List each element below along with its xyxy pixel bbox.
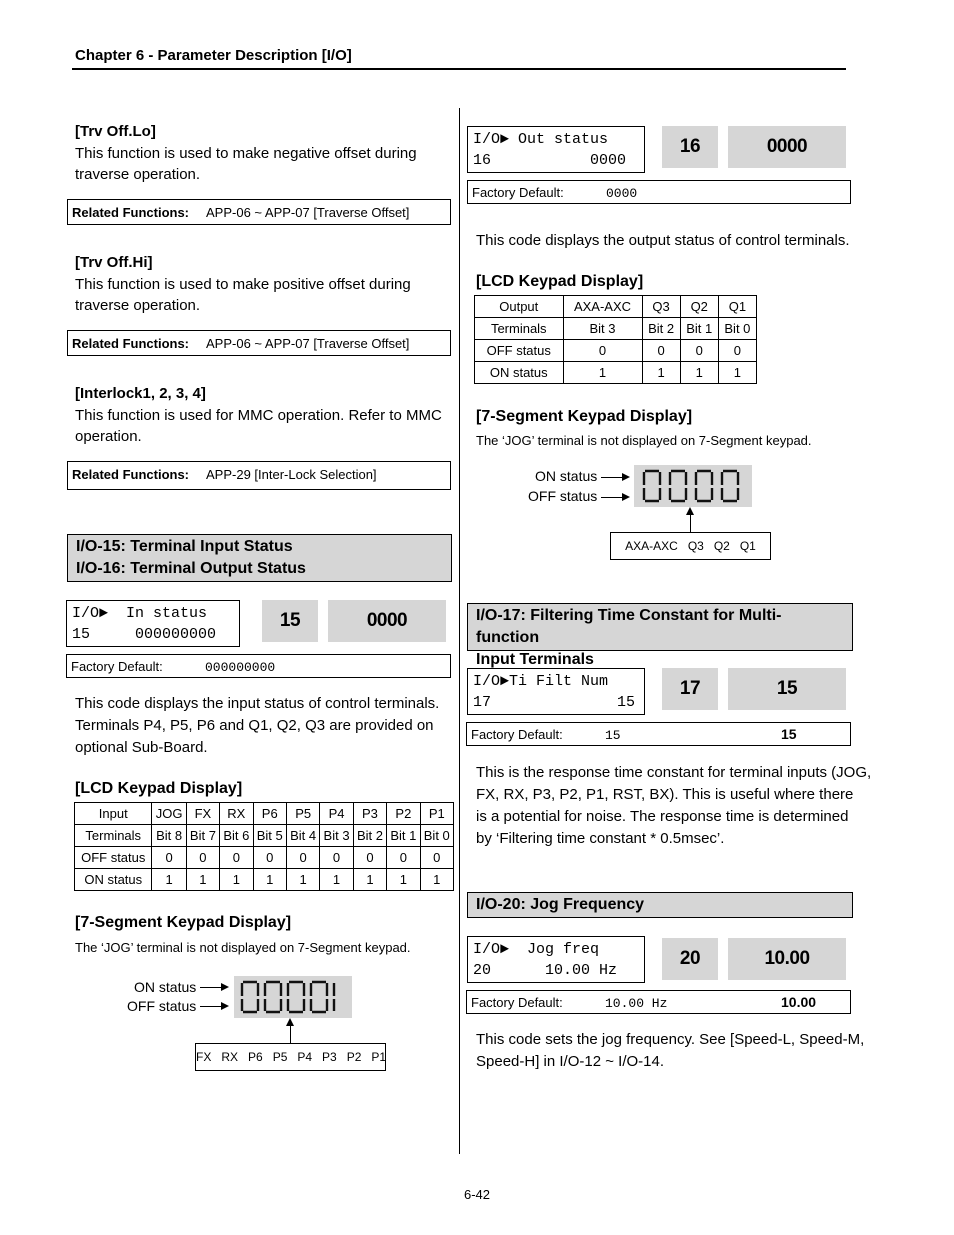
arrow-right-icon bbox=[622, 473, 630, 481]
trv-off-lo-desc-1: This function is used to make negative offset during bbox=[75, 145, 417, 162]
table-row bbox=[75, 869, 454, 891]
factory-default-label: Factory Default: bbox=[71, 659, 163, 674]
table-cell: Output bbox=[475, 296, 564, 318]
related-label: Related Functions: bbox=[72, 336, 190, 351]
table-cell: 1 bbox=[320, 869, 353, 891]
table-cell: FX bbox=[186, 803, 219, 825]
table-row bbox=[475, 362, 757, 384]
factory-default-seg-value: 10.00 bbox=[781, 994, 817, 1010]
related-functions-box bbox=[67, 199, 451, 225]
arrow-right-icon bbox=[622, 493, 630, 501]
factory-default-value: 0000 bbox=[606, 186, 638, 201]
table-cell: Terminals bbox=[75, 825, 152, 847]
section-line-1: I/O-15: Terminal Input Status bbox=[76, 538, 293, 555]
related-value: APP-06 ~ APP-07 [Traverse Offset] bbox=[206, 336, 410, 351]
output-terminal-table bbox=[474, 295, 757, 384]
table-cell: ON status bbox=[75, 869, 152, 891]
table-cell: Bit 2 bbox=[353, 825, 386, 847]
table-cell: OFF status bbox=[475, 340, 564, 362]
factory-default-seg-value: 15 bbox=[781, 726, 797, 742]
related-functions-box bbox=[67, 330, 451, 356]
lcd-keypad-display-title: [LCD Keypad Display] bbox=[75, 780, 243, 797]
table-cell: 1 bbox=[186, 869, 219, 891]
seg-code-display: 15 bbox=[262, 600, 318, 642]
lcd-keypad-display-title: [LCD Keypad Display] bbox=[476, 273, 644, 290]
table-cell: Bit 0 bbox=[718, 318, 756, 340]
table-cell: 1 bbox=[220, 869, 253, 891]
table-cell: 0 bbox=[286, 847, 319, 869]
filt-desc-4: by ‘Filtering time constant * 0.5msec’. bbox=[476, 830, 725, 847]
table-cell: P1 bbox=[420, 803, 453, 825]
table-cell: 0 bbox=[642, 340, 680, 362]
table-cell: OFF status bbox=[75, 847, 152, 869]
factory-default-label: Factory Default: bbox=[472, 185, 564, 200]
table-cell: Terminals bbox=[475, 318, 564, 340]
input-terminals-label: FX RX P6 P5 P4 P3 P2 P1 bbox=[195, 1043, 386, 1071]
table-row bbox=[475, 318, 757, 340]
seg-code-display: 20 bbox=[662, 938, 718, 980]
table-cell: Bit 5 bbox=[253, 825, 286, 847]
table-cell: 0 bbox=[387, 847, 420, 869]
input-status-desc-3: optional Sub-Board. bbox=[75, 739, 208, 756]
trv-off-hi-title: [Trv Off.Hi] bbox=[75, 254, 153, 271]
seg-value-display: 0000 bbox=[328, 600, 446, 642]
table-cell: Input bbox=[75, 803, 152, 825]
arrow-line bbox=[200, 1006, 222, 1007]
off-status-label: OFF status bbox=[528, 488, 598, 504]
section-line-2: Input Terminals bbox=[476, 651, 594, 668]
table-cell: Bit 2 bbox=[642, 318, 680, 340]
factory-default-box bbox=[66, 654, 451, 678]
on-status-label: ON status bbox=[535, 468, 598, 484]
jog-desc-2: Speed-H] in I/O-12 ~ I/O-14. bbox=[476, 1053, 665, 1070]
interlock-desc-2: operation. bbox=[75, 428, 142, 445]
factory-default-label: Factory Default: bbox=[471, 995, 563, 1010]
lcd-line-1: I/O►Ti Filt Num bbox=[473, 673, 609, 690]
lcd-display bbox=[467, 126, 645, 173]
lcd-display bbox=[66, 600, 240, 647]
table-cell: Bit 7 bbox=[186, 825, 219, 847]
table-cell: 1 bbox=[563, 362, 642, 384]
arrow-right-icon bbox=[221, 1002, 229, 1010]
factory-default-value: 000000000 bbox=[205, 660, 276, 675]
table-cell: Bit 8 bbox=[152, 825, 186, 847]
table-cell: 1 bbox=[286, 869, 319, 891]
table-cell: P2 bbox=[387, 803, 420, 825]
table-cell: 1 bbox=[387, 869, 420, 891]
table-cell: AXA-AXC bbox=[563, 296, 642, 318]
arrow-right-icon bbox=[221, 983, 229, 991]
arrow-line bbox=[601, 497, 623, 498]
seg-keypad-note: The ‘JOG’ terminal is not displayed on 7-Segment keypad. bbox=[476, 433, 812, 448]
input-status-desc-2: Terminals P4, P5, P6 and Q1, Q2, Q3 are provided on bbox=[75, 717, 434, 734]
seg-code-display: 17 bbox=[662, 668, 718, 710]
filt-desc-1: This is the response time constant for terminal inputs (JOG, bbox=[476, 764, 872, 781]
lcd-line-1: I/O► In status bbox=[72, 605, 208, 622]
column-divider bbox=[459, 108, 460, 1154]
page-number: 6-42 bbox=[463, 1187, 491, 1202]
interlock-desc-1: This function is used for MMC operation. Refer to MMC bbox=[75, 407, 442, 424]
table-cell: Bit 4 bbox=[286, 825, 319, 847]
seven-segment-input-icon bbox=[234, 976, 352, 1018]
table-cell: RX bbox=[220, 803, 253, 825]
factory-default-value: 10.00 Hz bbox=[605, 996, 668, 1011]
lcd-line-1: I/O► Out status bbox=[473, 131, 609, 148]
input-status-desc-1: This code displays the input status of control terminals. bbox=[75, 695, 440, 712]
table-cell: 0 bbox=[563, 340, 642, 362]
table-cell: 0 bbox=[220, 847, 253, 869]
table-cell: P3 bbox=[353, 803, 386, 825]
interlock-title: [Interlock1, 2, 3, 4] bbox=[75, 385, 206, 402]
factory-default-value: 15 bbox=[605, 728, 621, 743]
table-cell: JOG bbox=[152, 803, 186, 825]
table-row bbox=[75, 825, 454, 847]
table-cell: 0 bbox=[680, 340, 718, 362]
table-cell: Bit 1 bbox=[387, 825, 420, 847]
related-value: APP-29 [Inter-Lock Selection] bbox=[206, 467, 377, 482]
table-cell: 1 bbox=[152, 869, 186, 891]
arrow-line bbox=[690, 514, 691, 532]
table-cell: Bit 3 bbox=[320, 825, 353, 847]
lcd-line-2: 17 15 bbox=[473, 694, 636, 711]
table-cell: 1 bbox=[642, 362, 680, 384]
filt-desc-2: FX, RX, P3, P2, P1, RST, BX). This is useful where there bbox=[476, 786, 854, 803]
section-line-2: I/O-16: Terminal Output Status bbox=[76, 560, 306, 577]
table-cell: 0 bbox=[718, 340, 756, 362]
table-cell: 0 bbox=[186, 847, 219, 869]
table-cell: 0 bbox=[353, 847, 386, 869]
output-status-desc: This code displays the output status of control terminals. bbox=[476, 232, 850, 249]
lcd-display bbox=[467, 668, 645, 715]
table-cell: 1 bbox=[680, 362, 718, 384]
header-rule bbox=[72, 68, 846, 70]
table-cell: Bit 3 bbox=[563, 318, 642, 340]
factory-default-label: Factory Default: bbox=[471, 727, 563, 742]
seg-keypad-display-title: [7-Segment Keypad Display] bbox=[75, 914, 292, 931]
table-cell: 1 bbox=[420, 869, 453, 891]
section-line-1: I/O-17: Filtering Time Constant for Multi-function bbox=[476, 607, 782, 646]
table-row bbox=[475, 340, 757, 362]
table-cell: Q2 bbox=[680, 296, 718, 318]
table-cell: 1 bbox=[253, 869, 286, 891]
arrow-line bbox=[601, 477, 623, 478]
lcd-line-1: I/O► Jog freq bbox=[473, 941, 600, 958]
seven-segment-output-icon bbox=[634, 465, 752, 507]
table-cell: Bit 6 bbox=[220, 825, 253, 847]
chapter-header: Chapter 6 - Parameter Description [I/O] bbox=[75, 47, 352, 64]
section-heading-io17 bbox=[467, 603, 853, 668]
trv-off-lo-desc-2: traverse operation. bbox=[75, 166, 201, 183]
seg-value-display: 0000 bbox=[728, 126, 846, 168]
factory-default-box bbox=[466, 722, 851, 746]
lcd-display bbox=[467, 936, 645, 983]
off-status-label: OFF status bbox=[127, 998, 197, 1014]
lcd-line-2: 20 10.00 Hz bbox=[473, 962, 618, 979]
table-cell: Bit 0 bbox=[420, 825, 453, 847]
table-cell: 0 bbox=[420, 847, 453, 869]
table-cell: 0 bbox=[253, 847, 286, 869]
seg-value-display: 15 bbox=[728, 668, 846, 710]
input-terminal-table bbox=[74, 802, 454, 891]
section-heading-io20: I/O-20: Jog Frequency bbox=[467, 892, 853, 918]
trv-off-lo-title: [Trv Off.Lo] bbox=[75, 123, 156, 140]
related-label: Related Functions: bbox=[72, 205, 190, 220]
jog-desc-1: This code sets the jog frequency. See [Speed-L, Speed-M, bbox=[476, 1031, 865, 1048]
table-cell: Q3 bbox=[642, 296, 680, 318]
table-cell: P5 bbox=[286, 803, 319, 825]
table-row bbox=[75, 847, 454, 869]
related-label: Related Functions: bbox=[72, 467, 190, 482]
table-cell: 0 bbox=[152, 847, 186, 869]
seg-code-display: 16 bbox=[662, 126, 718, 168]
lcd-line-2: 16 0000 bbox=[473, 152, 627, 169]
table-cell: 0 bbox=[320, 847, 353, 869]
lcd-line-2: 15 000000000 bbox=[72, 626, 217, 643]
seg-value-display: 10.00 bbox=[728, 938, 846, 980]
table-cell: 1 bbox=[353, 869, 386, 891]
related-functions-box bbox=[67, 461, 451, 490]
table-cell: P4 bbox=[320, 803, 353, 825]
factory-default-box bbox=[466, 990, 851, 1014]
table-cell: Q1 bbox=[718, 296, 756, 318]
table-cell: Bit 1 bbox=[680, 318, 718, 340]
trv-off-hi-desc-1: This function is used to make positive offset during bbox=[75, 276, 411, 293]
table-row bbox=[475, 296, 757, 318]
table-cell: 1 bbox=[718, 362, 756, 384]
on-status-label: ON status bbox=[134, 979, 197, 995]
output-terminals-label: AXA-AXC Q3 Q2 Q1 bbox=[610, 532, 771, 560]
arrow-line bbox=[200, 987, 222, 988]
related-value: APP-06 ~ APP-07 [Traverse Offset] bbox=[206, 205, 410, 220]
table-cell: ON status bbox=[475, 362, 564, 384]
seg-keypad-note: The ‘JOG’ terminal is not displayed on 7-Segment keypad. bbox=[75, 940, 411, 955]
trv-off-hi-desc-2: traverse operation. bbox=[75, 297, 201, 314]
section-heading-io15-16 bbox=[67, 534, 452, 582]
filt-desc-3: is a potential for noise. The response time is determined bbox=[476, 808, 849, 825]
seg-keypad-display-title: [7-Segment Keypad Display] bbox=[476, 408, 693, 425]
table-cell: P6 bbox=[253, 803, 286, 825]
arrow-line bbox=[290, 1025, 291, 1043]
table-row bbox=[75, 803, 454, 825]
factory-default-box bbox=[467, 180, 851, 204]
